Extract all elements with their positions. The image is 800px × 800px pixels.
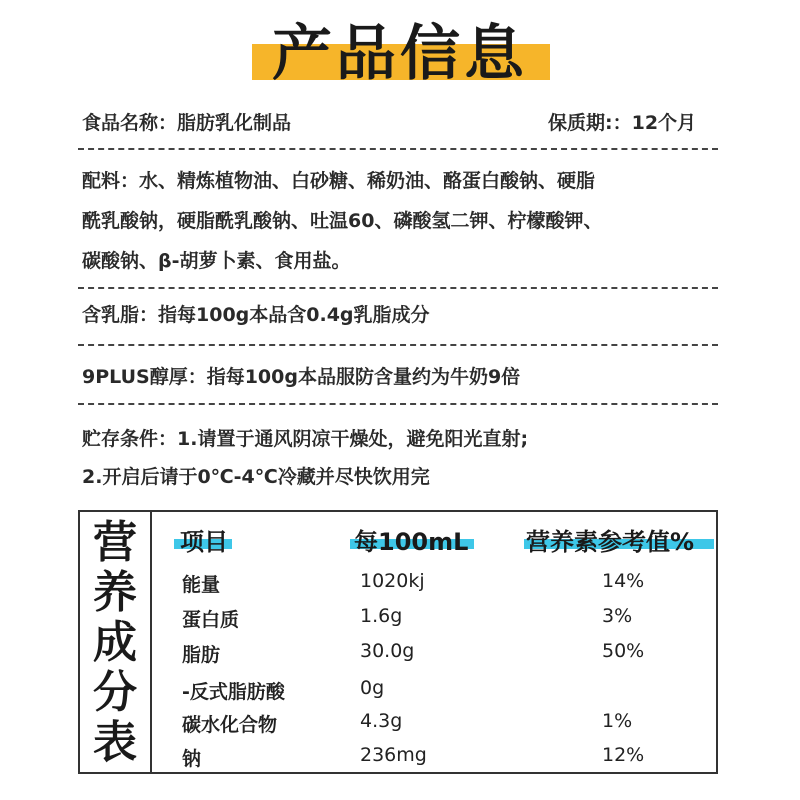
header-nrv: 营养素参考值% (526, 528, 695, 556)
row-value: 1020kj (360, 570, 425, 592)
row-value: 1.6g (360, 605, 403, 627)
side-title-char: 养 (93, 567, 137, 618)
row-nrv: 3% (602, 605, 633, 627)
row-value: 4.3g (360, 710, 403, 732)
row-nrv: 50% (602, 640, 645, 662)
row-name: 能量 (182, 574, 221, 596)
divider (78, 148, 718, 150)
row-name: 蛋白质 (182, 609, 240, 631)
row-nrv: 14% (602, 570, 645, 592)
nutrition-side-title (80, 518, 150, 768)
product-name: 食品名称：脂肪乳化制品 (82, 112, 292, 134)
header-item: 项目 (180, 528, 228, 556)
row-name: 碳水化合物 (182, 714, 278, 736)
row-name: -反式脂肪酸 (182, 681, 285, 703)
nutrition-table (78, 510, 718, 774)
row-name: 脂肪 (182, 644, 221, 666)
row-value: 0g (360, 677, 385, 699)
shelf-life: 保质期:：12个月 (548, 112, 697, 134)
divider (78, 287, 718, 289)
storage-line-1: 贮存条件：1.请置于通风阴凉干燥处，避免阳光直射; (82, 428, 529, 450)
row-name: 钠 (182, 748, 202, 770)
row-nrv: 12% (602, 744, 645, 766)
side-title-char: 分 (93, 667, 137, 718)
page-title: 产品信息 (272, 19, 528, 89)
milk-fat-note: 含乳脂：指每100g本品含0.4g乳脂成分 (82, 304, 430, 326)
row-nrv: 1% (602, 710, 633, 732)
row-value: 236mg (360, 744, 427, 766)
divider (78, 344, 718, 346)
row-value: 30.0g (360, 640, 415, 662)
nutrition-divider (150, 512, 152, 772)
divider (78, 403, 718, 405)
ingredients-line-3: 碳酸钠、β-胡萝卜素、食用盐。 (82, 250, 351, 272)
side-title-char: 成 (93, 617, 137, 668)
nine-plus-note: 9PLUS醇厚：指每100g本品服防含量约为牛奶9倍 (82, 366, 521, 388)
header-per100: 每100mL (354, 528, 469, 556)
ingredients-line-2: 酰乳酸钠，硬脂酰乳酸钠、吐温60、磷酸氢二钾、柠檬酸钾、 (82, 210, 603, 232)
storage-line-2: 2.开启后请于0℃-4℃冷藏并尽快饮用完 (82, 466, 430, 488)
ingredients-line-1: 配料：水、精炼植物油、白砂糖、稀奶油、酪蛋白酸钠、硬脂 (82, 170, 596, 192)
side-title-char: 表 (93, 717, 137, 768)
side-title-char: 营 (93, 517, 137, 568)
